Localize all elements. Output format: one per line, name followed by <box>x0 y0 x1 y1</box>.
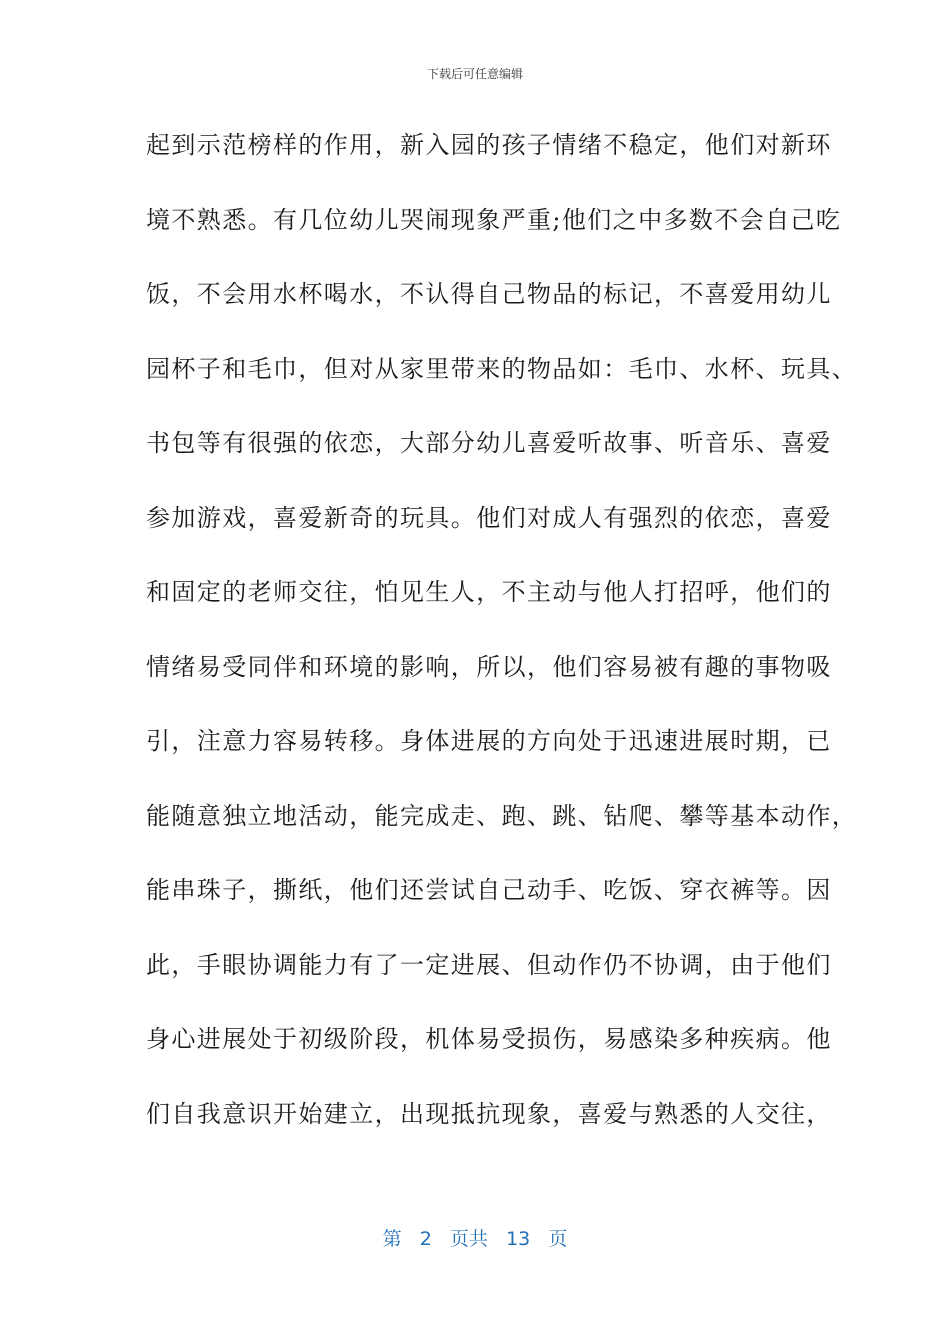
text-line: 身心进展处于初级阶段，机体易受损伤，易感染多种疾病。他 <box>146 1025 832 1053</box>
footer-suffix: 页 <box>548 1228 568 1250</box>
footer-middle: 页共 <box>449 1228 488 1250</box>
text-line: 饭，不会用水杯喝水，不认得自己物品的标记，不喜爱用幼儿 <box>146 280 832 308</box>
body-text <box>146 118 858 1161</box>
total-pages-number: 13 <box>506 1228 531 1250</box>
text-line: 起到示范榜样的作用，新入园的孩子情绪不稳定，他们对新环 <box>146 131 832 159</box>
text-line: 和固定的老师交往，怕见生人，不主动与他人打招呼，他们的 <box>146 578 832 606</box>
header-note: 下载后可任意编辑 <box>426 67 523 81</box>
text-line: 书包等有很强的依恋，大部分幼儿喜爱听故事、听音乐、喜爱 <box>146 429 832 457</box>
text-line: 能随意独立地活动，能完成走、跑、跳、钻爬、攀等基本动作， <box>146 801 858 830</box>
text-line: 们自我意识开始建立，出现抵抗现象，喜爱与熟悉的人交往， <box>146 1099 832 1128</box>
current-page-number: 2 <box>419 1228 432 1250</box>
text-line: 园杯子和毛巾，但对从家里带来的物品如：毛巾、水杯、玩具、 <box>146 354 858 383</box>
text-line: 境不熟悉。有几位幼儿哭闹现象严重;他们之中多数不会自己吃 <box>146 205 842 234</box>
page-footer <box>0 1224 950 1254</box>
text-line: 能串珠子，撕纸，他们还尝试自己动手、吃饭、穿衣裤等。因 <box>146 876 832 904</box>
text-line: 引，注意力容易转移。身体进展的方向处于迅速进展时期，已 <box>146 727 832 755</box>
text-line: 此，手眼协调能力有了一定进展、但动作仍不协调，由于他们 <box>146 950 832 979</box>
text-line: 情绪易受同伴和环境的影响，所以，他们容易被有趣的事物吸 <box>146 652 832 681</box>
footer-prefix: 第 <box>382 1228 402 1250</box>
text-line: 参加游戏，喜爱新奇的玩具。他们对成人有强烈的依恋，喜爱 <box>146 503 832 532</box>
